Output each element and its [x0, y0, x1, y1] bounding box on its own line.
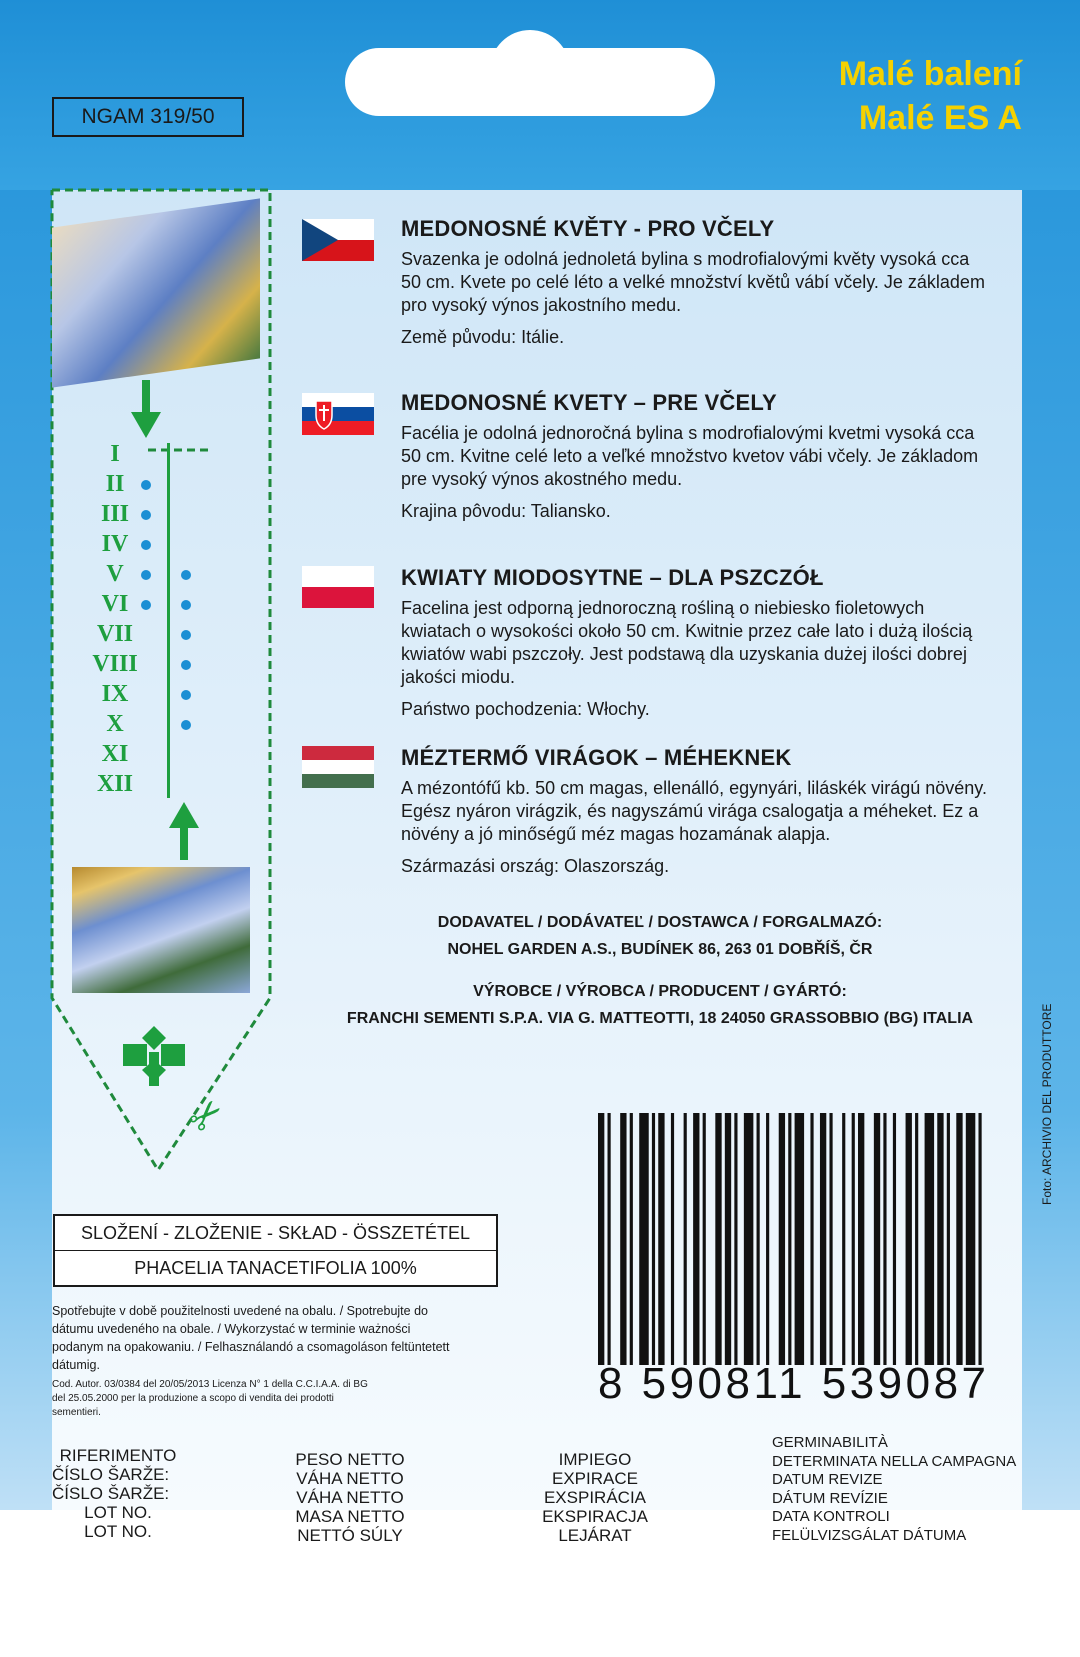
barcode-bar — [725, 1113, 731, 1365]
barcode-bar — [956, 1113, 962, 1365]
expiry-line: LEJÁRAT — [558, 1526, 632, 1545]
flowering-dot — [181, 690, 191, 700]
czech-flag — [302, 219, 374, 261]
hungarian-text: A mézontófű kb. 50 cm magas, ellenálló, egynyári, liláskék virágú növény. Egész nyáron virágzik, és nagyszámú virága csalogatja a méheket. Ez a növény a jó minőségű méz magas hozamának alapja. — [401, 778, 987, 844]
barcode-bar — [757, 1113, 760, 1365]
barcode-bar — [652, 1113, 655, 1365]
sowing-dot — [141, 600, 151, 610]
hungarian-title: MÉZTERMŐ VIRÁGOK – MÉHEKNEK — [401, 745, 792, 770]
slovak-title: MEDONOSNÉ KVETY – PRE VČELY — [401, 390, 777, 415]
barcode-bar — [703, 1113, 706, 1365]
barcode-bar — [766, 1113, 769, 1365]
composition-label: SLOŽENÍ - ZLOŽENIE - SKŁAD - ÖSSZETÉTEL — [53, 1214, 498, 1252]
month-label: IV — [101, 531, 129, 557]
sowing-dot — [141, 540, 151, 550]
sowing-dot — [141, 510, 151, 520]
slovak-description — [401, 390, 991, 522]
bee-flower-photo — [72, 867, 250, 993]
product-code-box — [52, 97, 244, 137]
month-label: V — [106, 561, 124, 587]
reference-line: LOT NO. — [84, 1503, 152, 1522]
barcode-bar — [829, 1113, 832, 1365]
slovak-origin: Krajina pôvodu: Taliansko. — [401, 501, 611, 521]
producer-name: FRANCHI SEMENTI S.P.A. VIA G. MATTEOTTI, 18 24050 GRASSOBBIO (BG) ITALIA — [346, 1010, 974, 1027]
polish-flag — [302, 566, 374, 608]
weight-line: VÁHA NETTO — [296, 1488, 404, 1507]
hungarian-flag — [302, 746, 374, 788]
month-label: VII — [96, 621, 133, 647]
product-code: NGAM 319/50 — [81, 105, 215, 128]
barcode-bar — [658, 1113, 664, 1365]
reference-line: LOT NO. — [84, 1522, 152, 1541]
pack-size-line-2: Malé ES A — [858, 99, 1022, 137]
scissors-icon: ✂ — [179, 1088, 235, 1144]
barcode-bar — [620, 1113, 626, 1365]
right-blue-band — [1022, 190, 1080, 1510]
germination-line: DATUM REVIZE — [772, 1471, 883, 1488]
germination-line: DETERMINATA NELLA CAMPAGNA — [772, 1452, 1017, 1470]
authorization-note: Cod. Autor. 03/0384 del 20/05/2013 Licenza N° 1 della C.C.I.A.A. di BG del 25.05.2000 per la produzione a scopo di vendita dei prodotti sementieri. — [52, 1379, 368, 1418]
month-label: XII — [96, 771, 133, 797]
month-label: VIII — [92, 651, 138, 677]
reference-line: RIFERIMENTO — [59, 1446, 177, 1465]
hang-hole — [345, 48, 715, 116]
supplier-label: DODAVATEL / DODÁVATEĽ / DOSTAWCA / FORGALMAZÓ: — [437, 914, 883, 931]
expiry-line: EKSPIRACJA — [542, 1507, 648, 1526]
barcode-bar — [947, 1113, 950, 1365]
hungarian-description — [401, 745, 991, 877]
expiry-line: EXPIRACE — [552, 1469, 638, 1488]
barcode-bar — [788, 1113, 791, 1365]
month-label: I — [110, 441, 120, 467]
flowering-dot — [181, 600, 191, 610]
packet-hand-photo — [52, 198, 260, 387]
month-label: X — [106, 711, 124, 737]
supplier-name: NOHEL GARDEN A.S., BUDÍNEK 86, 263 01 DOBŘÍŠ, ČR — [447, 941, 873, 958]
barcode — [598, 1113, 988, 1403]
barcode-bar — [893, 1113, 896, 1365]
month-label: XI — [101, 741, 129, 767]
slovak-flag — [302, 393, 374, 435]
barcode-bar — [966, 1113, 976, 1365]
pack-size — [839, 52, 1022, 140]
barcode-bar — [684, 1113, 687, 1365]
polish-text: Facelina jest odporną jednoroczną rośliną o niebiesko fioletowych kwiatach o wysokości około 50 cm. Kwitnie przez całe lato i dużą ilością kwiatów wabi pszczoły. Jest podstawą dla uzyskania dużej ilości dobrej jakości miodu. — [401, 598, 973, 687]
flowering-dot — [181, 660, 191, 670]
reference-line: ČÍSLO ŠARŽE: — [52, 1484, 170, 1503]
flowering-dot — [181, 570, 191, 580]
reference-line: ČÍSLO ŠARŽE: — [52, 1465, 170, 1484]
polish-title: KWIATY MIODOSYTNE – DLA PSZCZÓŁ — [401, 565, 824, 590]
barcode-bar — [937, 1113, 943, 1365]
expiry-line: IMPIEGO — [558, 1450, 632, 1469]
expiry-line: EXSPIRÁCIA — [543, 1488, 647, 1507]
barcode-bar — [608, 1113, 611, 1365]
barcode-bar — [915, 1113, 918, 1365]
barcode-bar — [779, 1113, 785, 1365]
sowing-dot — [141, 480, 151, 490]
arrow-down-icon — [129, 380, 163, 440]
barcode-bar — [795, 1113, 805, 1365]
barcode-bar — [715, 1113, 721, 1365]
photo-credit: Foto: ARCHIVIO DEL PRODUTTORE — [1040, 1003, 1054, 1205]
barcode-bar — [906, 1113, 912, 1365]
germination-column — [772, 1434, 1032, 1545]
barcode-bar — [810, 1113, 813, 1365]
barcode-bar — [820, 1113, 826, 1365]
expiry-column — [530, 1450, 660, 1545]
weight-line: VÁHA NETTO — [296, 1469, 404, 1488]
germination-line: DÁTUM REVÍZIE — [772, 1489, 888, 1507]
hungarian-origin: Származási ország: Olaszország. — [401, 856, 670, 876]
flowering-dot — [181, 720, 191, 730]
germination-line: FELÜLVIZSGÁLAT DÁTUMA — [772, 1526, 967, 1544]
reference-column — [52, 1446, 184, 1541]
use-by-note: Spotřebujte v době použitelnosti uvedené na obalu. / Spotrebujte do dátumu uvedeného na obale. / Wykorzystać w terminie ważności podanym na opakowaniu. / Felhasználandó a csomagoláson feltüntetett dátumig. — [52, 1304, 450, 1372]
producer-label: VÝROBCE / VÝROBCA / PRODUCENT / GYÁRTÓ: — [473, 983, 847, 1000]
arrow-up-icon — [167, 800, 201, 860]
barcode-bar — [852, 1113, 855, 1365]
weight-column — [285, 1450, 415, 1545]
czech-text: Svazenka je odolná jednoletá bylina s modrofialovými květy vysoká cca 50 cm. Kvete po celé léto a velké množství květů vábí včely. Je základem pro vysoký výnos jakostního medu. — [401, 249, 985, 315]
month-label: IX — [101, 681, 129, 707]
slovak-text: Facélia je odolná jednoročná bylina s modrofialovými kvetmi vysoká cca 50 cm. Kvitne celé leto a veľké množstvo kvetov vábi včely. Je základom pre vysoký výnos akostného medu. — [401, 423, 979, 489]
month-label: VI — [101, 591, 129, 617]
polish-description — [401, 565, 991, 720]
barcode-bar — [883, 1113, 886, 1365]
germination-line: DATA KONTROLI — [772, 1508, 890, 1525]
barcode-bar — [734, 1113, 737, 1365]
weight-line: NETTÓ SÚLY — [297, 1526, 403, 1545]
franchi-logo-icon — [123, 1026, 185, 1086]
barcode-bar — [630, 1113, 633, 1365]
barcode-bar — [693, 1113, 699, 1365]
czech-origin: Země původu: Itálie. — [401, 327, 565, 347]
barcode-bar — [925, 1113, 935, 1365]
barcode-bar — [874, 1113, 880, 1365]
barcode-bar — [598, 1113, 604, 1365]
barcode-bar — [671, 1113, 674, 1365]
weight-line: MASA NETTO — [295, 1507, 405, 1526]
barcode-bar — [842, 1113, 845, 1365]
barcode-bar — [858, 1113, 864, 1365]
left-blue-band — [0, 190, 52, 1510]
barcode-bar — [639, 1113, 649, 1365]
composition-value: PHACELIA TANACETIFOLIA 100% — [53, 1251, 498, 1287]
barcode-bar — [978, 1113, 981, 1365]
pack-size-line-1: Malé balení — [838, 55, 1022, 93]
sowing-dot — [141, 570, 151, 580]
barcode-digits: 8 590811 539087 — [598, 1359, 986, 1403]
flowering-period-line — [167, 443, 170, 798]
barcode-bar — [744, 1113, 754, 1365]
czech-title: MEDONOSNÉ KVĚTY - PRO VČELY — [401, 216, 775, 241]
czech-description — [401, 216, 991, 348]
weight-line: PESO NETTO — [295, 1450, 405, 1469]
flowering-dot — [181, 630, 191, 640]
month-label: II — [105, 471, 125, 497]
polish-origin: Państwo pochodzenia: Włochy. — [401, 699, 650, 719]
month-label: III — [100, 501, 130, 527]
germination-line: GERMINABILITÀ — [772, 1434, 888, 1451]
